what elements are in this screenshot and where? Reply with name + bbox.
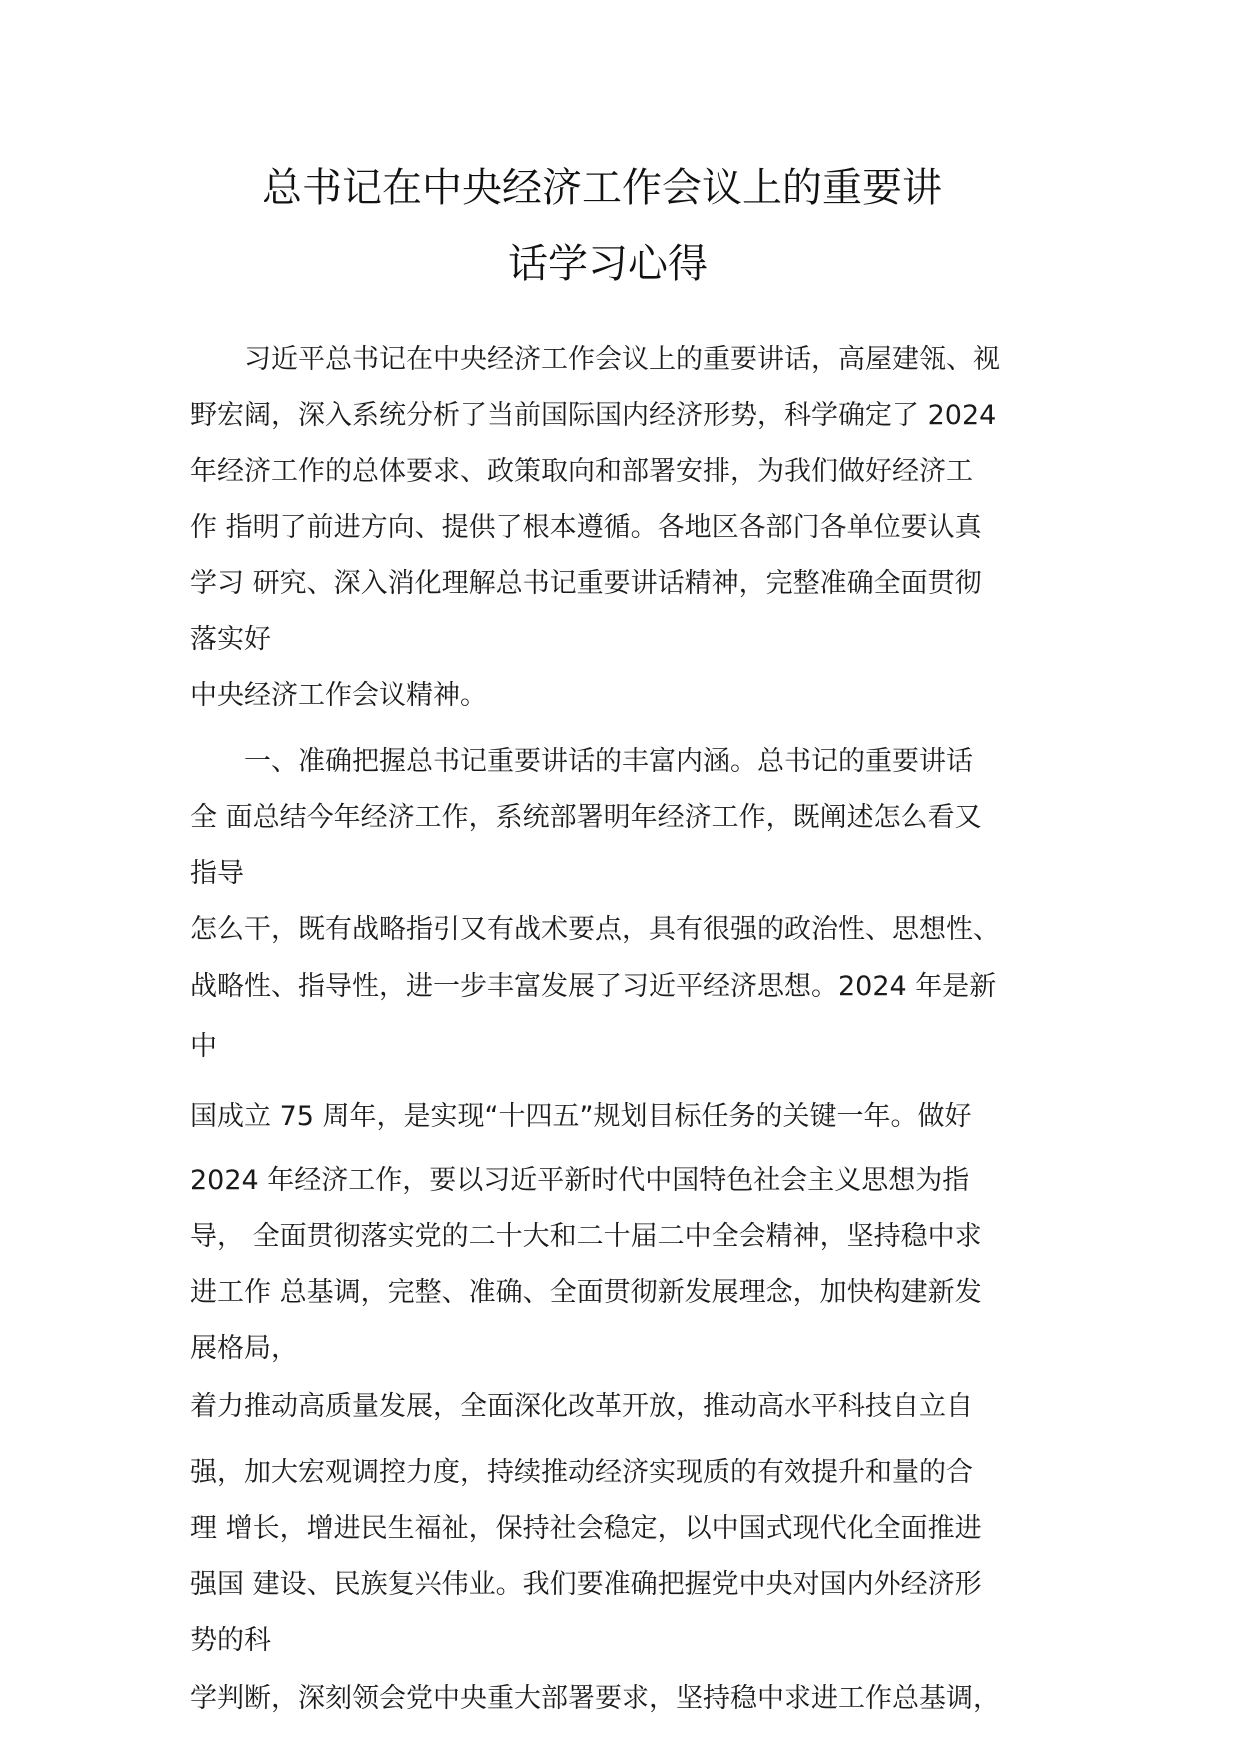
- body-line: 势的科: [190, 1625, 271, 1656]
- body-line: 导， 全面贯彻落实党的二十大和二十届二中全会精神，坚持稳中求: [190, 1221, 982, 1252]
- body-line: 国成立 75 周年，是实现“十四五”规划目标任务的关键一年。做好: [190, 1101, 972, 1132]
- body-line: 强，加大宏观调控力度，持续推动经济实现质的有效提升和量的合: [190, 1457, 973, 1488]
- body-line: 战略性、指导性，进一步丰富发展了习近平经济思想。2024 年是新: [190, 971, 997, 1002]
- body-line: 中央经济工作会议精神。: [190, 680, 487, 711]
- body-line: 中: [190, 1031, 217, 1062]
- document-title-line-1: 总书记在中央经济工作会议上的重要讲: [262, 165, 942, 211]
- body-line: 指导: [190, 858, 244, 889]
- document-title-line-2: 话学习心得: [508, 241, 708, 287]
- body-line: 一、准确把握总书记重要讲话的丰富内涵。总书记的重要讲话: [190, 746, 973, 777]
- body-line: 进工作 总基调，完整、准确、全面贯彻新发展理念，加快构建新发: [190, 1277, 982, 1308]
- body-line: 学判断，深刻领会党中央重大部署要求，坚持稳中求进工作总基调，: [190, 1683, 1000, 1714]
- body-line: 年经济工作的总体要求、政策取向和部署安排，为我们做好经济工: [190, 456, 973, 487]
- body-line: 全 面总结今年经济工作，系统部署明年经济工作，既阐述怎么看又: [190, 802, 982, 833]
- body-line: 展格局，: [190, 1333, 298, 1364]
- body-line: 学习 研究、深入消化理解总书记重要讲话精神，完整准确全面贯彻: [190, 568, 982, 599]
- body-line: 理 增长，增进民生福祉，保持社会稳定，以中国式现代化全面推进: [190, 1513, 982, 1544]
- body-line: 着力推动高质量发展，全面深化改革开放，推动高水平科技自立自: [190, 1391, 973, 1422]
- body-line: 2024 年经济工作，要以习近平新时代中国特色社会主义思想为指: [190, 1165, 970, 1196]
- body-line: 作 指明了前进方向、提供了根本遵循。各地区各部门各单位要认真: [190, 512, 982, 543]
- body-line: 强国 建设、民族复兴伟业。我们要准确把握党中央对国内外经济形: [190, 1569, 982, 1600]
- body-line: 野宏阔，深入系统分析了当前国际国内经济形势，科学确定了 2024: [190, 400, 997, 431]
- body-line: 落实好: [190, 624, 271, 655]
- body-line: 习近平总书记在中央经济工作会议上的重要讲话，高屋建瓴、视: [190, 344, 1000, 375]
- body-line: 怎么干，既有战略指引又有战术要点，具有很强的政治性、思想性、: [190, 914, 1000, 945]
